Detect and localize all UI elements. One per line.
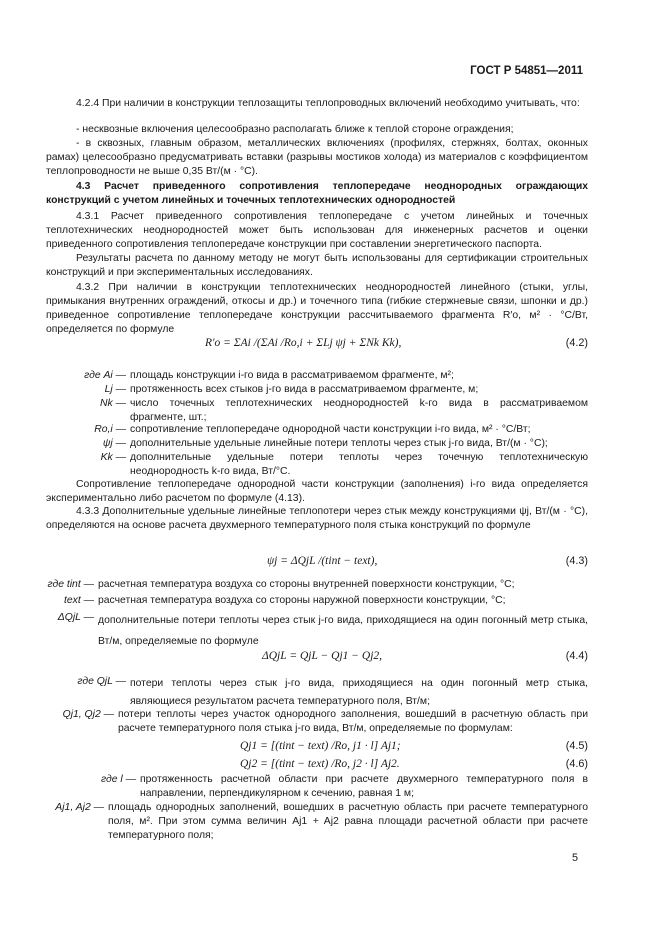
definition-row [46,773,588,801]
paragraph-4-2-4: 4.2.4 При наличии в конструкции теплозащиты теплопроводных включений необходимо учитывать, что: [76,98,580,109]
definition-row [46,451,588,479]
definition-symbol: Kk — [100,452,126,463]
definition-text: расчетная температура воздуха со стороны наружной поверхности конструкции, °С; [98,595,506,606]
formula-4-4: ΔQjL = QjL − Qj1 − Qj2, [262,650,383,662]
definition-text: дополнительные потери теплоты через стык j-го вида, приходящиеся на один погонный метр стыка, Вт/м, определяемые по формуле [98,615,588,647]
definition-text: площадь конструкции i-го вида в рассматриваемом фрагменте, м²; [130,370,454,381]
formula-number-4-3: (4.3) [565,555,588,567]
definition-row [46,801,588,843]
definition-row [46,397,588,425]
paragraph-after-4-2: Сопротивление теплопередаче однородной части конструкции (заполнения) i-го вида определяется экспериментально либо расчетом по формуле (4.13). [46,479,588,505]
definition-row [46,578,588,592]
definition-symbol: Qj1, Qj2 — [62,709,114,720]
definition-row [46,675,588,710]
definition-text: протяженность всех стыков j-го вида в рассматриваемом фрагменте, м; [130,384,479,395]
definition-symbol: где l — [100,774,136,785]
bullet-1: - несквозные включения целесообразно располагать ближе к теплой стороне ограждения; [76,124,514,135]
formula-number-4-2: (4.2) [565,337,588,349]
definition-symbol: ΔQjL — [57,612,94,623]
bullet-2: - в сквозных, главным образом, металлических включениях (профилях, стержнях, болтах, оконных рамах) целесообразно предусматривать вставки (разрывы мостиков холода) из материалов с коэффициентом теплопроводности не выше 0,35 Вт/(м · °С). [46,138,588,178]
definition-row [46,708,588,736]
definition-text: потери теплоты через стык j-го вида, приходящиеся на один погонный метр стыка, являющиеся результатом расчета температурного поля, Вт/м; [130,678,588,707]
formula-number-4-6: (4.6) [565,758,588,770]
formula-4-5: Qj1 = [(tint − text) /Ro, j1 · l] Aj1; [240,740,401,752]
definition-text: сопротивление теплопередаче однородной части конструкции i-го вида, м² · °С/Вт; [130,424,531,435]
definition-text: дополнительные удельные потери теплоты через точечную теплотехническую неоднородность k-го вида, Вт/°С. [130,452,588,478]
definition-symbol: Nk — [100,398,126,409]
definition-text: потери теплоты через участок однородного заполнения, вошедший в расчетную область при расчете температурного поля стыка j-го вида, Вт/м, определяемые по формулам: [118,709,588,735]
definition-symbol: Aj1, Aj2 — [55,802,104,813]
page-number: 5 [571,852,578,864]
formula-4-2: R′o = ΣAi /(ΣAi /Ro,i + ΣLj ψj + ΣNk Kk), [205,337,402,349]
definition-text: дополнительные удельные линейные потери теплоты через стык j-го вида, Вт/(м · °С); [130,438,548,449]
definition-text: число точечных теплотехнических неоднородностей k-го вида в рассматриваемом фрагменте, шт.; [130,398,588,424]
definition-symbol: Ro,i — [94,424,126,435]
paragraph-4-3-1-b: Результаты расчета по данному методу не могут быть использованы для сертификации строительных конструкций и при экспериментальных исследованиях. [46,253,588,279]
formula-number-4-5: (4.5) [565,740,588,752]
definition-text: расчетная температура воздуха со стороны внутренней поверхности конструкции, °С; [98,579,515,590]
definition-row [46,594,588,608]
paragraph-4-3-3: 4.3.3 Дополнительные удельные линейные теплопотери через стык между конструкциями ψj, Вт/(м · °С), определяются на основе расчета двухмерного температурного поля стыка конструкций по формуле [46,506,588,532]
definition-text: протяженность расчетной области при расчете двухмерного температурного поля в направлении, перпендикулярном к сечению, равная 1 м; [140,774,588,800]
definition-row [46,383,588,397]
definition-symbol: где QjL — [77,676,126,687]
document-header: ГОСТ Р 54851—2011 [470,65,583,77]
paragraph-4-3-1: 4.3.1 Расчет приведенного сопротивления теплопередаче с учетом линейных и точечных теплотехнических неоднородностей может быть использован для инженерных расчетов и оценки приведенного сопротивления теплопередаче конструкции при составлении энергетического паспорта. [46,211,588,251]
definition-symbol: text — [63,595,94,606]
definition-row [46,369,588,383]
definition-row [46,437,588,451]
definition-row [46,611,588,653]
formula-4-6: Qj2 = [(tint − text) /Ro, j2 · l] Aj2. [240,758,400,770]
definition-row [46,423,588,437]
definition-symbol: где Ai — [84,370,126,381]
definition-symbol: ψj — [102,438,126,449]
formula-number-4-4: (4.4) [565,650,588,662]
definition-symbol: где tint — [47,579,94,590]
definition-text: площадь однородных заполнений, вошедших в расчетную область при расчете температурного поля, м². При этом сумма величин Aj1 + Aj2 равна площади расчетной области при расчете температурного поля; [108,802,588,842]
section-heading-4-3: 4.3 Расчет приведенного сопротивления теплопередаче неоднородных ограждающих конструкций с учетом линейных и точечных теплотехнических однородностей [46,181,588,207]
paragraph-4-3-2: 4.3.2 При наличии в конструкции теплотехнических неоднородностей линейного (стыки, углы, примыкания внутренних ограждений, откосы и др.) и точечного типа (гибкие стержневые связи, шпонки и др.) приведенное сопротивление теплопередаче конструкции рассчитываемого фрагмента R′o, м² · °С/Вт, определяется по формуле [46,282,588,336]
definition-symbol: Lj — [104,384,126,395]
formula-4-3: ψj = ΔQjL /(tint − text), [267,555,378,567]
